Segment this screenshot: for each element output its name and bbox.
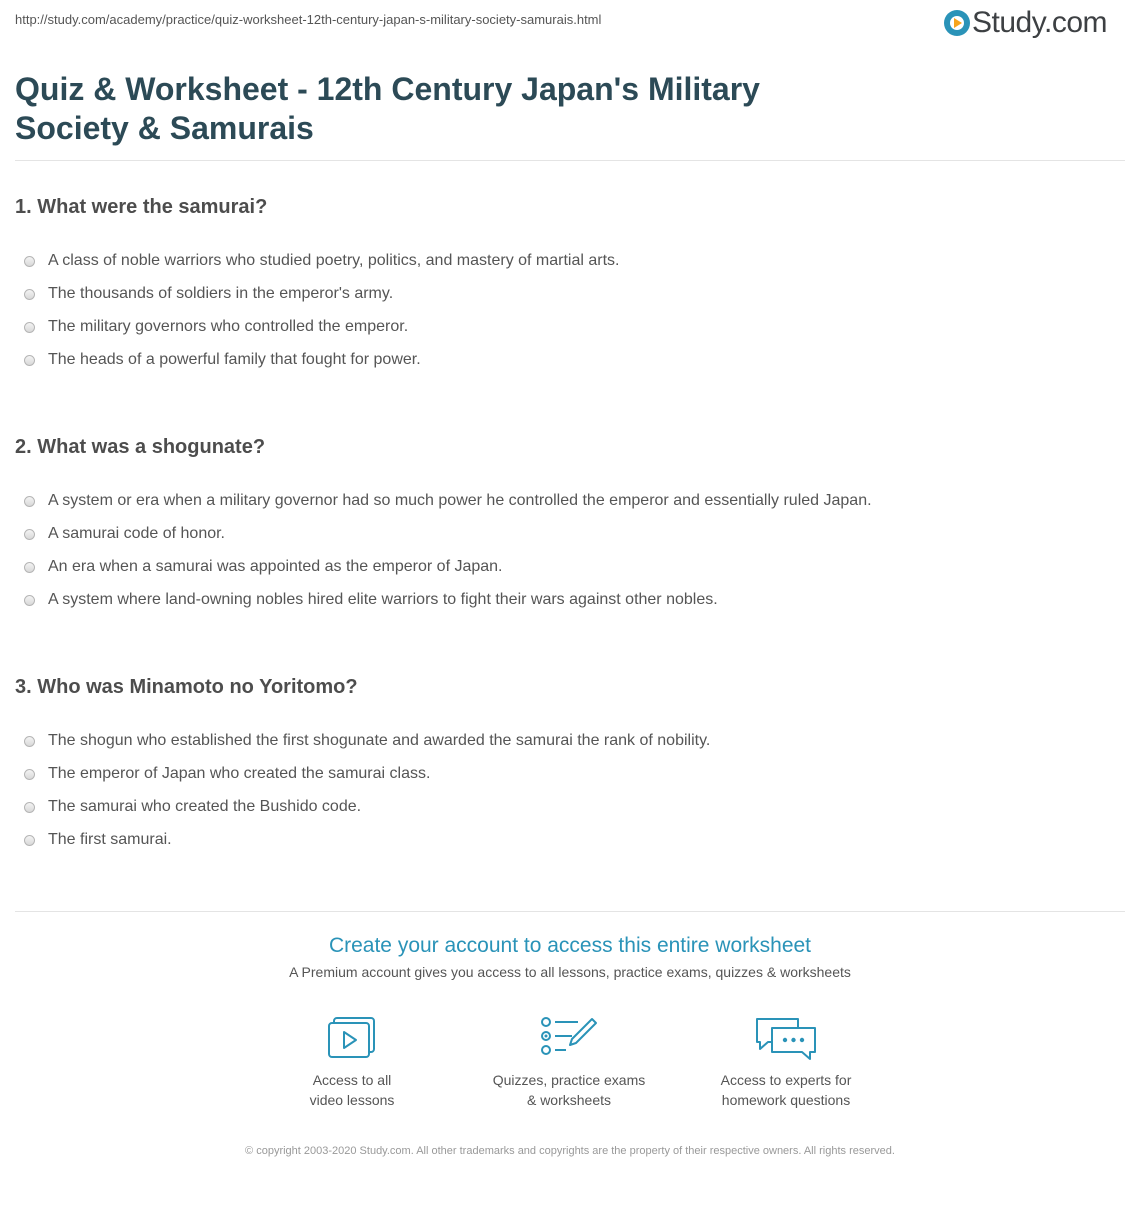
feature-label xyxy=(469,1070,669,1110)
radio-button-icon[interactable] xyxy=(24,355,35,366)
video-lessons-icon xyxy=(326,1016,378,1060)
feature-label-line: video lessons xyxy=(309,1092,395,1108)
question-text: 3. Who was Minamoto no Yoritomo? xyxy=(15,676,358,698)
answer-text: The shogun who established the first shogunate and awarded the samurai the rank of nobility. xyxy=(48,732,711,749)
page-title: Quiz & Worksheet - 12th Century Japan's Military Society & Samurais xyxy=(15,71,760,146)
feature-label-line: & worksheets xyxy=(526,1092,612,1108)
radio-button-icon[interactable] xyxy=(24,595,35,606)
radio-button-icon[interactable] xyxy=(24,562,35,573)
feature-label xyxy=(252,1070,452,1110)
feature-label-line: Access to all xyxy=(312,1072,392,1088)
feature-label xyxy=(686,1070,886,1110)
answer-text: An era when a samurai was appointed as the emperor of Japan. xyxy=(48,558,503,575)
feature-video-lessons xyxy=(252,1016,452,1110)
question-3 xyxy=(15,675,1115,862)
question-text: 1. What were the samurai? xyxy=(15,196,268,218)
copyright-notice: © copyright 2003-2020 Study.com. All other trademarks and copyrights are the property of their respective owners. All rights reserved. xyxy=(245,1145,895,1157)
feature-label-line: Quizzes, practice exams xyxy=(492,1072,646,1088)
radio-button-icon[interactable] xyxy=(24,322,35,333)
answer-option[interactable] xyxy=(15,578,1115,622)
answer-list xyxy=(15,479,1115,622)
radio-button-icon[interactable] xyxy=(24,736,35,747)
radio-button-icon[interactable] xyxy=(24,496,35,507)
chat-bubbles-icon xyxy=(754,1016,818,1060)
logo-text: Study.com xyxy=(972,6,1107,39)
feature-experts xyxy=(686,1016,886,1110)
answer-text: A system where land-owning nobles hired elite warriors to fight their wars against other nobles. xyxy=(48,591,718,608)
cta-title[interactable]: Create your account to access this entire worksheet xyxy=(328,934,812,957)
study-logo[interactable] xyxy=(944,6,1107,40)
answer-text: The heads of a powerful family that fought for power. xyxy=(48,351,421,368)
page-url: http://study.com/academy/practice/quiz-worksheet-12th-century-japan-s-military-society-samurais.html xyxy=(15,12,602,27)
feature-quizzes xyxy=(469,1016,669,1110)
question-1 xyxy=(15,195,1115,382)
quiz-checklist-icon xyxy=(540,1016,598,1060)
title-divider xyxy=(15,160,1125,161)
radio-button-icon[interactable] xyxy=(24,769,35,780)
radio-button-icon[interactable] xyxy=(24,289,35,300)
feature-label-line: homework questions xyxy=(721,1092,851,1108)
feature-label-line: Access to experts for xyxy=(720,1072,852,1088)
answer-text: The first samurai. xyxy=(48,831,172,848)
radio-button-icon[interactable] xyxy=(24,256,35,267)
answer-list xyxy=(15,719,1115,862)
answer-text: A system or era when a military governor had so much power he controlled the emperor and essentially ruled Japan. xyxy=(48,492,872,509)
radio-button-icon[interactable] xyxy=(24,802,35,813)
question-text: 2. What was a shogunate? xyxy=(15,436,266,458)
cta-subtitle: A Premium account gives you access to all lessons, practice exams, quizzes & worksheets xyxy=(289,964,851,980)
answer-list xyxy=(15,239,1115,382)
play-logo-icon xyxy=(944,10,970,36)
answer-option[interactable] xyxy=(15,338,1115,382)
answer-text: The military governors who controlled the emperor. xyxy=(48,318,409,335)
answer-text: The thousands of soldiers in the emperor's army. xyxy=(48,285,394,302)
answer-text: A class of noble warriors who studied poetry, politics, and mastery of martial arts. xyxy=(48,252,620,269)
answer-option[interactable] xyxy=(15,818,1115,862)
radio-button-icon[interactable] xyxy=(24,835,35,846)
cta-divider xyxy=(15,911,1125,912)
radio-button-icon[interactable] xyxy=(24,529,35,540)
answer-text: The samurai who created the Bushido code. xyxy=(48,798,362,815)
answer-text: A samurai code of honor. xyxy=(48,525,225,542)
question-2 xyxy=(15,435,1115,622)
answer-text: The emperor of Japan who created the samurai class. xyxy=(48,765,431,782)
